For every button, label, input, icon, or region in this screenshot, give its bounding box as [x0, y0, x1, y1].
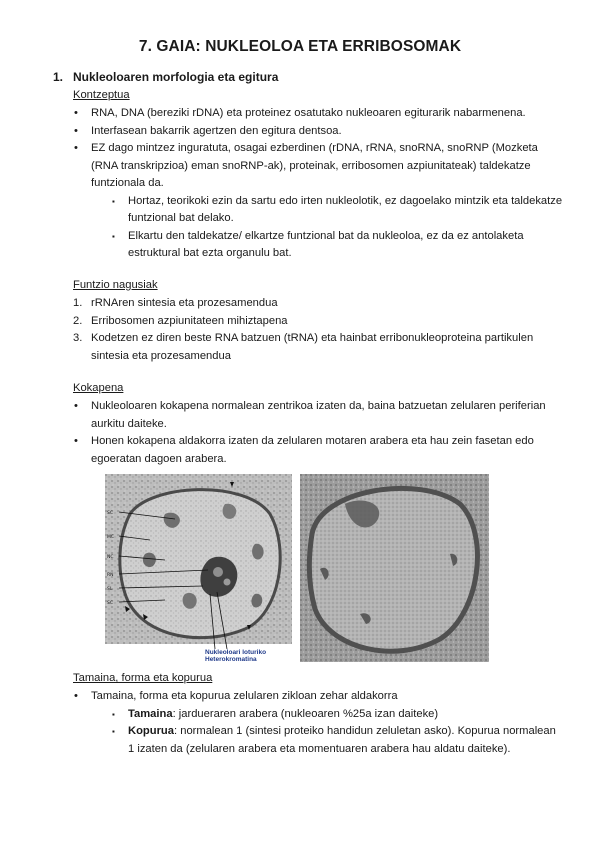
item-text: Kodetzen ez diren beste RNA batzuen (tRNA) eta hainbat erribonukleoproteina partikulen sintesia eta prozesamendua — [91, 332, 534, 362]
section-number: 1. — [53, 70, 64, 84]
tamaina-list — [73, 688, 563, 758]
item-number: 3. — [73, 332, 83, 344]
sub-list-item — [110, 723, 563, 758]
funtzioak-list — [73, 295, 563, 365]
page-title: 7. GAIA: NUKLEOLOA ETA ERRIBOSOMAK — [138, 38, 462, 55]
term-text: : normalean 1 (sintesi proteiko handidun zeluletan asko). Kopurua normalean 1 izaten da (zelularen arabera eta momentuaren arabera hau aldatu daiteke). — [128, 725, 556, 755]
term-text: : jardueraren arabera (nukleoaren %25a izan daiteke) — [172, 707, 439, 720]
figure-label: MC — [107, 535, 115, 540]
sub-list-item — [110, 706, 563, 724]
list-item: • EZ dago mintzez inguratuta, osagai ezberdinen (rDNA, rRNA, snoRNA, snoRNP (Mozketa (RNA transkripzioa) eman snoRNP-ak), proteinak, erribosomen azpiunitateak) taldekatze funtzionala da. — [73, 140, 563, 193]
sub-list-item: ▪ Elkartu den taldekatze/ elkartze funtzional bat da nukleoloa, ez da ez antolaketa estruktural bat ezta organulu bat. — [110, 228, 563, 263]
micrograph-annotated-image — [105, 474, 292, 662]
figure-label: SL — [107, 587, 113, 592]
figure-label: SC — [107, 511, 113, 516]
kokapena-list — [73, 398, 563, 468]
list-item: • Honen kokapena aldakorra izaten da zelularen motaren arabera eta hau zein fasetan edo egoeratan dagoen arabera. — [73, 433, 563, 468]
section-title: Nukleoloaren morfologia eta egitura — [73, 70, 279, 84]
list-item: • Tamaina, forma eta kopurua zelularen zikloan zehar aldakorra — [73, 688, 563, 706]
item-text: Erribosomen azpiunitateen mihiztapena — [91, 314, 288, 327]
figure-label: SC — [107, 601, 113, 606]
figure-caption-2: Heterokromatina — [205, 656, 257, 662]
figure-label: RN — [107, 573, 114, 578]
subheading-kokapena: Kokapena — [73, 382, 124, 394]
term-label: Kopurua — [128, 725, 174, 737]
sub-list-item: ▪ Hortaz, teorikoki ezin da sartu edo irten nukleolotik, ez dagoelako mintzik eta taldekatze funtzional bat delako. — [110, 193, 563, 228]
subheading-kontzeptua: Kontzeptua — [73, 89, 130, 101]
item-number: 2. — [73, 314, 83, 327]
item-number: 1. — [73, 297, 83, 309]
figure-label: NC — [107, 555, 114, 560]
micrograph-nucleus-image — [300, 474, 489, 662]
numbered-item — [73, 313, 563, 331]
list-item: • Interfasean bakarrik agertzen den egitura dentsoa. — [73, 123, 563, 141]
subheading-tamaina: Tamaina, forma eta kopurua — [73, 672, 213, 684]
subheading-funtzioak: Funtzio nagusiak — [73, 279, 158, 291]
figure-caption-1: Nukleoloari loturiko — [205, 649, 267, 656]
micrograph-annotated — [105, 474, 292, 662]
numbered-item — [73, 295, 563, 313]
item-text: rRNAren sintesia eta prozesamendua — [91, 297, 278, 309]
term-label: Tamaina — [128, 707, 173, 720]
list-item: • RNA, DNA (bereziki rDNA) eta proteinez osatutako nukleoaren egiturarik nabarmenena. — [73, 105, 563, 123]
kontzeptua-list — [73, 105, 563, 263]
section-heading — [53, 70, 278, 84]
micrograph-nucleus — [300, 474, 489, 662]
numbered-item — [73, 330, 563, 365]
list-item: • Nukleoloaren kokapena normalean zentrikoa izaten da, baina batzuetan zelularen periferian aurkitu daiteke. — [73, 398, 563, 433]
